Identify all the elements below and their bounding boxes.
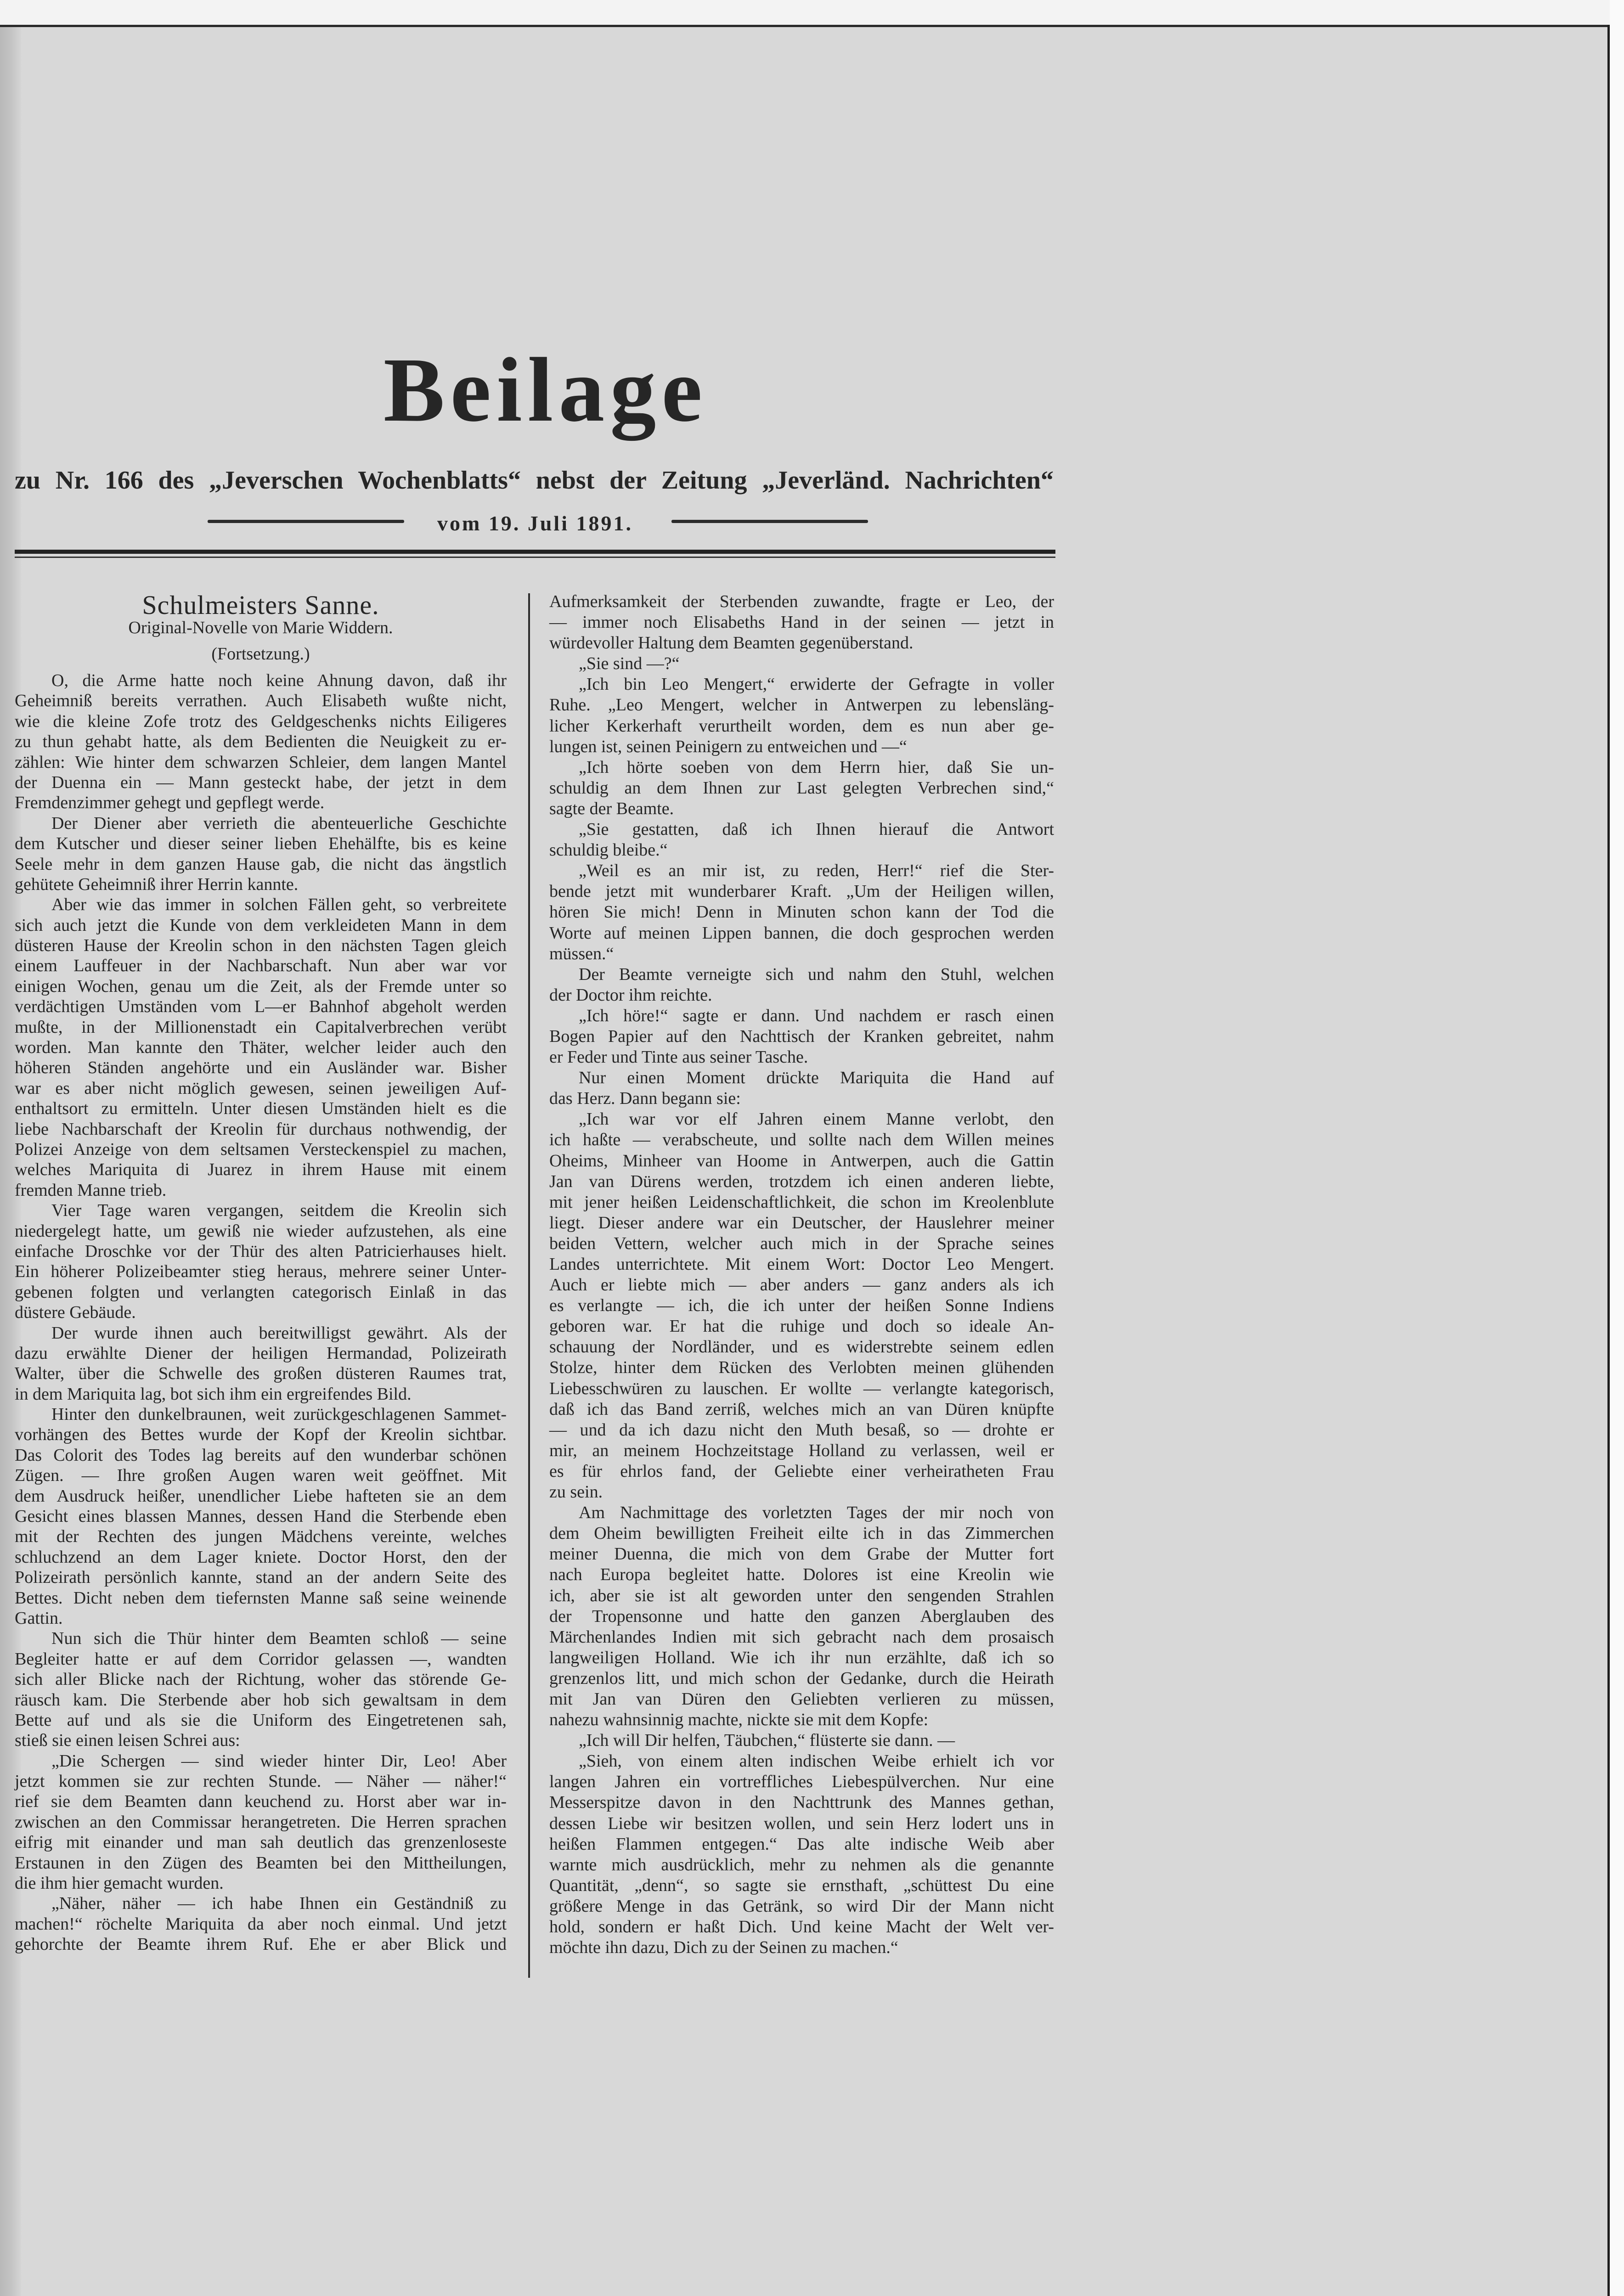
text-line: schuldig an dem Ihnen zur Last gelegten Verbrechen sind,“ (549, 778, 1054, 798)
text-line: Walter, über die Schwelle des großen düsteren Raumes trat, (15, 1364, 507, 1384)
text-line: fremden Manne trieb. (15, 1180, 167, 1200)
left-column (15, 670, 507, 1955)
text-line: nahezu wahnsinnig machte, nickte sie mit dem Kopfe: (549, 1710, 929, 1730)
paragraph (15, 895, 507, 1200)
text-line: mir, an meinem Hochzeitstage Holland zu verlassen, weil er (549, 1441, 1054, 1460)
paragraph (549, 1109, 1054, 1503)
text-line: Der Beamte verneigte sich und nahm den Stuhl, welchen (579, 964, 1054, 984)
text-line: Vier Tage waren vergangen, seitdem die Kreolin sich (51, 1201, 507, 1221)
text-line: „Sie sind —?“ (579, 654, 680, 674)
text-line: Der wurde ihnen auch bereitwilligst gewährt. Als der (51, 1323, 507, 1343)
paragraph (549, 1068, 1054, 1109)
text-line: er Feder und Tinte aus seiner Tasche. (549, 1047, 808, 1067)
paragraph (549, 757, 1054, 819)
text-line: der Tropensonne und hatte den ganzen Aberglauben des (549, 1606, 1054, 1626)
text-line: „Die Schergen — sind wieder hinter Dir, Leo! Aber (51, 1751, 507, 1771)
text-line: niedergelegt hatte, um gewiß nie wieder aufzustehen, als eine (15, 1221, 507, 1241)
text-line: „Ich hörte soeben von dem Herrn hier, daß Sie un- (579, 757, 1054, 777)
text-line: Aufmerksamkeit der Sterbenden zuwandte, fragte er Leo, der (549, 592, 1054, 611)
paragraph (15, 1893, 507, 1954)
text-line: ich haßte — verabscheute, und sollte nach dem Willen meines (549, 1130, 1054, 1150)
text-line: daß ich das Band zerriß, welches mich an van Düren knüpfte (549, 1399, 1054, 1419)
text-line: Seele mehr in dem ganzen Hause gab, die nicht das ängstlich (15, 854, 507, 874)
text-line: Polizei Anzeige von dem seltsamen Versteckenspiel zu machen, (15, 1139, 507, 1159)
text-line: licher Kerkerhaft verurtheilt worden, dem es nun aber ge- (549, 716, 1054, 736)
text-line: Auch er liebte mich — aber anders — ganz anders als ich (549, 1275, 1054, 1295)
text-line: Messerspitze davon in den Nachttrunk des Mannes gethan, (549, 1793, 1054, 1812)
text-line: in dem Mariquita lag, bot sich ihm ein ergreifendes Bild. (15, 1384, 412, 1404)
text-line: hold, sondern er haßt Dich. Und keine Macht der Welt ver- (549, 1917, 1054, 1936)
text-line: mit Jan van Düren den Geliebten verlieren zu müssen, (549, 1689, 1054, 1709)
text-line: meiner Duenna, die mich von dem Grabe der Mutter fort (549, 1544, 1054, 1564)
text-line: beiden Vettern, welcher auch mich in der Sprache seines (549, 1233, 1054, 1253)
text-line: machen!“ röchelte Mariquita da aber noch einmal. Und jetzt (15, 1914, 507, 1934)
top-page-border (0, 25, 1610, 27)
text-line: Stolze, hinter dem Rücken des Verlobten meinen glühenden (549, 1358, 1054, 1378)
paragraph (15, 1200, 507, 1322)
text-line: O, die Arme hatte noch keine Ahnung davon, daß ihr (51, 671, 507, 690)
text-line: „Sieh, von einem alten indischen Weibe erhielt ich vor (579, 1751, 1054, 1771)
text-line: warnte mich ausdrücklich, mehr zu nehmen als die genannte (549, 1855, 1054, 1874)
text-line: Bette auf und als sie die Uniform des Eingetretenen sah, (15, 1710, 507, 1730)
story-continuation: (Fortsetzung.) (211, 644, 310, 664)
text-line: größere Menge in das Getränk, so wird Dir der Mann nicht (549, 1896, 1054, 1916)
paragraph (549, 674, 1054, 757)
text-line: einigen Wochen, genau um die Zeit, als der Fremde unter so (15, 976, 507, 996)
text-line: müssen.“ (549, 944, 614, 963)
text-line: eifrig mit einander und man sah deutlich das grenzenloseste (15, 1833, 507, 1852)
date-rule-left (208, 520, 404, 523)
text-line: Polizeirath persönlich kannte, stand an der andern Seite des (15, 1568, 507, 1587)
paragraph (15, 1628, 507, 1750)
text-line: — und da ich dazu nicht den Muth besaß, so — drohte er (549, 1420, 1054, 1440)
text-line: Landes unterrichtete. Mit einem Wort: Doctor Leo Mengert. (549, 1255, 1054, 1274)
paragraph (549, 1751, 1054, 1958)
text-line: Liebesschwüren zu lauschen. Er wollte — verlangte kategorisch, (549, 1379, 1054, 1398)
text-line: dem Ausdruck heißer, unendlicher Liebe hafteten sie an dem (15, 1486, 507, 1506)
paragraph (549, 1503, 1054, 1730)
text-line: Hinter den dunkelbraunen, weit zurückgeschlagenen Sammet- (51, 1405, 507, 1424)
text-line: gehütete Geheimniß ihrer Herrin kannte. (15, 874, 299, 894)
text-line: zu sein. (549, 1482, 603, 1502)
text-line: Nun sich die Thür hinter dem Beamten schloß — seine (51, 1629, 507, 1649)
right-column (549, 591, 1054, 1958)
text-line: düstere Gebäude. (15, 1303, 136, 1322)
text-line: der Duenna ein — Mann gesteckt habe, der jetzt in dem (15, 772, 507, 792)
text-line: Ruhe. „Leo Mengert, welcher in Antwerpen zu lebensläng- (549, 695, 1054, 715)
paragraph (549, 1006, 1054, 1068)
date-rule-right (671, 520, 868, 523)
text-line: mußte, in der Millionenstadt ein Capitalverbrechen verübt (15, 1017, 507, 1037)
paragraph (15, 1323, 507, 1405)
text-line: „Ich bin Leo Mengert,“ erwiderte der Gefragte in voller (579, 675, 1054, 694)
text-line: Nur einen Moment drückte Mariquita die Hand auf (579, 1068, 1054, 1088)
text-line: Jan van Dürens werden, trotzdem ich einen anderen liebte, (549, 1171, 1054, 1191)
paragraph (15, 1751, 507, 1894)
text-line: sagte der Beamte. (549, 799, 674, 818)
text-line: sich aller Blicke nach der Richtung, woher das störende Ge- (15, 1670, 507, 1689)
text-line: zwischen an den Commissar herangetreten. Die Herren sprachen (15, 1812, 507, 1832)
text-line: zu thun gehabt hatte, als dem Bedienten die Neuigkeit zu er- (15, 732, 507, 752)
text-line: möchte ihn dazu, Dich zu der Seinen zu machen.“ (549, 1938, 898, 1958)
text-line: würdevoller Haltung dem Beamten gegenüberstand. (549, 633, 914, 653)
text-line: grenzenlos litt, und mich schon der Gedanke, durch die Heirath (549, 1668, 1054, 1688)
text-line: dazu erwählte Diener der heiligen Hermandad, Polizeirath (15, 1343, 507, 1363)
text-line: verdächtigen Umständen vom L—er Bahnhof abgeholt werden (15, 997, 507, 1017)
text-line: gebenen folgten und verlangten categorisch Einlaß in das (15, 1282, 507, 1302)
text-line: „Näher, näher — ich habe Ihnen ein Geständniß zu (51, 1894, 507, 1913)
text-line: dem Oheim bewilligten Freiheit eilte ich in das Zimmerchen (549, 1524, 1054, 1543)
text-line: sich auch jetzt die Kunde von dem verkleideten Mann in dem (15, 915, 507, 935)
text-line: Das Colorit des Todes lag bereits auf den wunderbar schönen (15, 1445, 507, 1465)
text-line: Am Nachmittage des vorletzten Tages der mir noch von (579, 1503, 1054, 1523)
header-rule-thin (15, 557, 1055, 558)
text-line: es für ehrlos fand, der Geliebte einer verheiratheten Frau (549, 1461, 1054, 1481)
text-line: Fremdenzimmer gehegt und gepflegt werde. (15, 793, 325, 813)
text-line: Ein höherer Polizeibeamter stieg heraus, mehrere seiner Unter- (15, 1262, 507, 1282)
text-line: es verlangte — ich, die ich unter der heißen Sonne Indiens (549, 1296, 1054, 1316)
story-byline: Original-Novelle von Marie Widdern. (128, 618, 393, 637)
text-line: einem Lauffeuer in der Nachbarschaft. Nun aber war vor (15, 956, 507, 976)
text-line: schuldig bleibe.“ (549, 840, 668, 860)
supplement-title: Beilage (383, 339, 708, 441)
text-line: jetzt kommen sie zur rechten Stunde. — Näher — näher!“ (15, 1772, 507, 1791)
supplement-heading: zu Nr. 166 des „Jeverschen Wochenblatts“ nebst der Zeitung „Jeverländ. Nachrichten“ (15, 466, 1054, 495)
text-line: Der Diener aber verrieth die abenteuerliche Geschichte (51, 813, 507, 833)
text-line: höheren Ständen angehörte und ein Ausländer war. Bisher (15, 1058, 507, 1078)
text-line: heißen Flammen entgegen.“ Das alte indische Weib aber (549, 1834, 1054, 1854)
text-line: — immer noch Elisabeths Hand in der seinen — jetzt in (549, 613, 1054, 632)
header-rule-thick (15, 550, 1055, 554)
text-line: stieß sie einen leisen Schrei aus: (15, 1731, 240, 1750)
text-line: Aber wie das immer in solchen Fällen geht, so verbreitete (51, 895, 507, 915)
text-line: mit der Rechten des jungen Mädchens vereinte, welches (15, 1527, 507, 1547)
text-line: Erstaunen in den Zügen des Beamten bei den Mittheilungen, (15, 1853, 507, 1873)
paragraph (549, 819, 1054, 861)
text-line: räusch kam. Die Sterbende aber hob sich gewaltsam in dem (15, 1690, 507, 1710)
text-line: einfache Droschke vor der Thür des alten Patricierhauses hielt. (15, 1241, 507, 1261)
text-line: lungen ist, seinen Peinigern zu entweichen und —“ (549, 737, 907, 756)
text-line: geboren war. Er hat die ruhige und doch so ideale An- (549, 1317, 1054, 1336)
paragraph (549, 591, 1054, 653)
issue-date: vom 19. Juli 1891. (437, 512, 633, 535)
text-line: Geheimniß bereits verrathen. Auch Elisabeth wußte nicht, (15, 691, 507, 711)
text-line: der Doctor ihm reichte. (549, 985, 712, 1005)
text-line: schluchzend an dem Lager kniete. Doctor Horst, den der (15, 1547, 507, 1567)
text-line: ich, aber sie ist alt geworden unter den sengenden Strahlen (549, 1586, 1054, 1605)
text-line: Gattin. (15, 1608, 63, 1628)
text-line: worden. Man kannte den Thäter, welcher leider auch den (15, 1038, 507, 1058)
text-line: dem Kutscher und dieser seiner lieben Ehehälfte, bis es keine (15, 834, 507, 854)
text-line: „Ich will Dir helfen, Täubchen,“ flüsterte sie dann. — (579, 1731, 955, 1750)
text-line: enthaltsort zu ermitteln. Unter diesen Umständen hielt es die (15, 1099, 507, 1119)
paragraph (15, 670, 507, 813)
text-line: „Sie gestatten, daß ich Ihnen hierauf die Antwort (579, 820, 1054, 839)
text-line: langen Jahren ein vortreffliches Liebespülverchen. Nur eine (549, 1772, 1054, 1792)
text-line: nach Europa begleitet hatte. Dolores ist eine Kreolin wie (549, 1565, 1054, 1585)
paragraph (549, 861, 1054, 964)
paragraph (549, 653, 1054, 674)
text-line: Zügen. — Ihre großen Augen waren weit geöffnet. Mit (15, 1466, 507, 1486)
text-line: gehorchte der Beamte ihrem Ruf. Ehe er aber Blick und (15, 1935, 507, 1954)
text-line: war es aber nicht möglich gewesen, seinen jeweiligen Auf- (15, 1078, 507, 1098)
text-line: „Ich höre!“ sagte er dann. Und nachdem er rasch einen (579, 1006, 1054, 1025)
text-line: liegt. Dieser andere war ein Deutscher, der Hauslehrer meiner (549, 1213, 1054, 1232)
column-divider (528, 593, 530, 1978)
text-line: mit jener heißen Leidenschaftlichkeit, die schon im Kreolenblute (549, 1192, 1054, 1212)
text-line: „Ich war vor elf Jahren einem Manne verlobt, den (579, 1109, 1054, 1129)
scanner-margin (1610, 0, 1624, 2296)
text-line: düsteren Hause der Kreolin schon in den nächsten Tagen gleich (15, 936, 507, 956)
text-line: hören Sie mich! Denn in Minuten schon kann der Tod die (549, 902, 1054, 922)
paragraph (549, 964, 1054, 1006)
text-line: Oheims, Minheer van Hoome in Antwerpen, auch die Gattin (549, 1151, 1054, 1171)
text-line: zählen: Wie hinter dem schwarzen Schleier, dem langen Mantel (15, 752, 507, 772)
text-line: vorhängen des Bettes wurde der Kopf der Kreolin sichtbar. (15, 1425, 507, 1445)
text-line: schauung der Nordländer, und es widerstrebte seinem edlen (549, 1337, 1054, 1357)
text-line: Bogen Papier auf den Nachttisch der Kranken gebreitet, nahm (549, 1026, 1054, 1046)
text-line: rief sie dem Beamten dann keuchend zu. Horst aber war in- (15, 1792, 507, 1812)
text-line: wie die kleine Zofe trotz des Geldgeschenks nichts Eiligeres (15, 711, 507, 731)
text-line: bende jetzt mit wunderbarer Kraft. „Um der Heiligen willen, (549, 882, 1054, 901)
text-line: Begleiter hatte er auf dem Corridor gelassen —, wandten (15, 1649, 507, 1669)
text-line: dessen Liebe wir besitzen wollen, und sein Herz lodert uns in (549, 1813, 1054, 1833)
text-line: langweiligen Holland. Wie ich ihr nun erzählte, daß ich so (549, 1648, 1054, 1667)
text-line: Worte auf meinen Lippen bannen, die doch gesprochen werden (549, 923, 1054, 943)
paragraph (549, 1730, 1054, 1751)
paragraph (15, 1404, 507, 1628)
text-line: die ihm hier gemacht wurden. (15, 1874, 224, 1893)
text-line: „Weil es an mir ist, zu reden, Herr!“ rief die Ster- (579, 861, 1054, 881)
text-line: Quantität, „denn“, so sagte sie ernsthaft, „schüttest Du eine (549, 1875, 1054, 1895)
paragraph (15, 813, 507, 895)
text-line: Bettes. Dicht neben dem tiefernsten Manne saß seine weinende (15, 1588, 507, 1608)
story-title: Schulmeisters Sanne. (142, 590, 379, 620)
text-line: welches Mariquita di Juarez in ihrem Hause mit einem (15, 1160, 507, 1180)
text-line: das Herz. Dann begann sie: (549, 1089, 741, 1109)
text-line: Gesicht eines blassen Mannes, dessen Hand die Sterbende eben (15, 1507, 507, 1526)
text-line: Märchenlandes Indien mit sich gebracht nach dem prosaisch (549, 1627, 1054, 1647)
text-line: liebe Nachbarschaft der Kreolin für durchaus nothwendig, der (15, 1119, 507, 1139)
